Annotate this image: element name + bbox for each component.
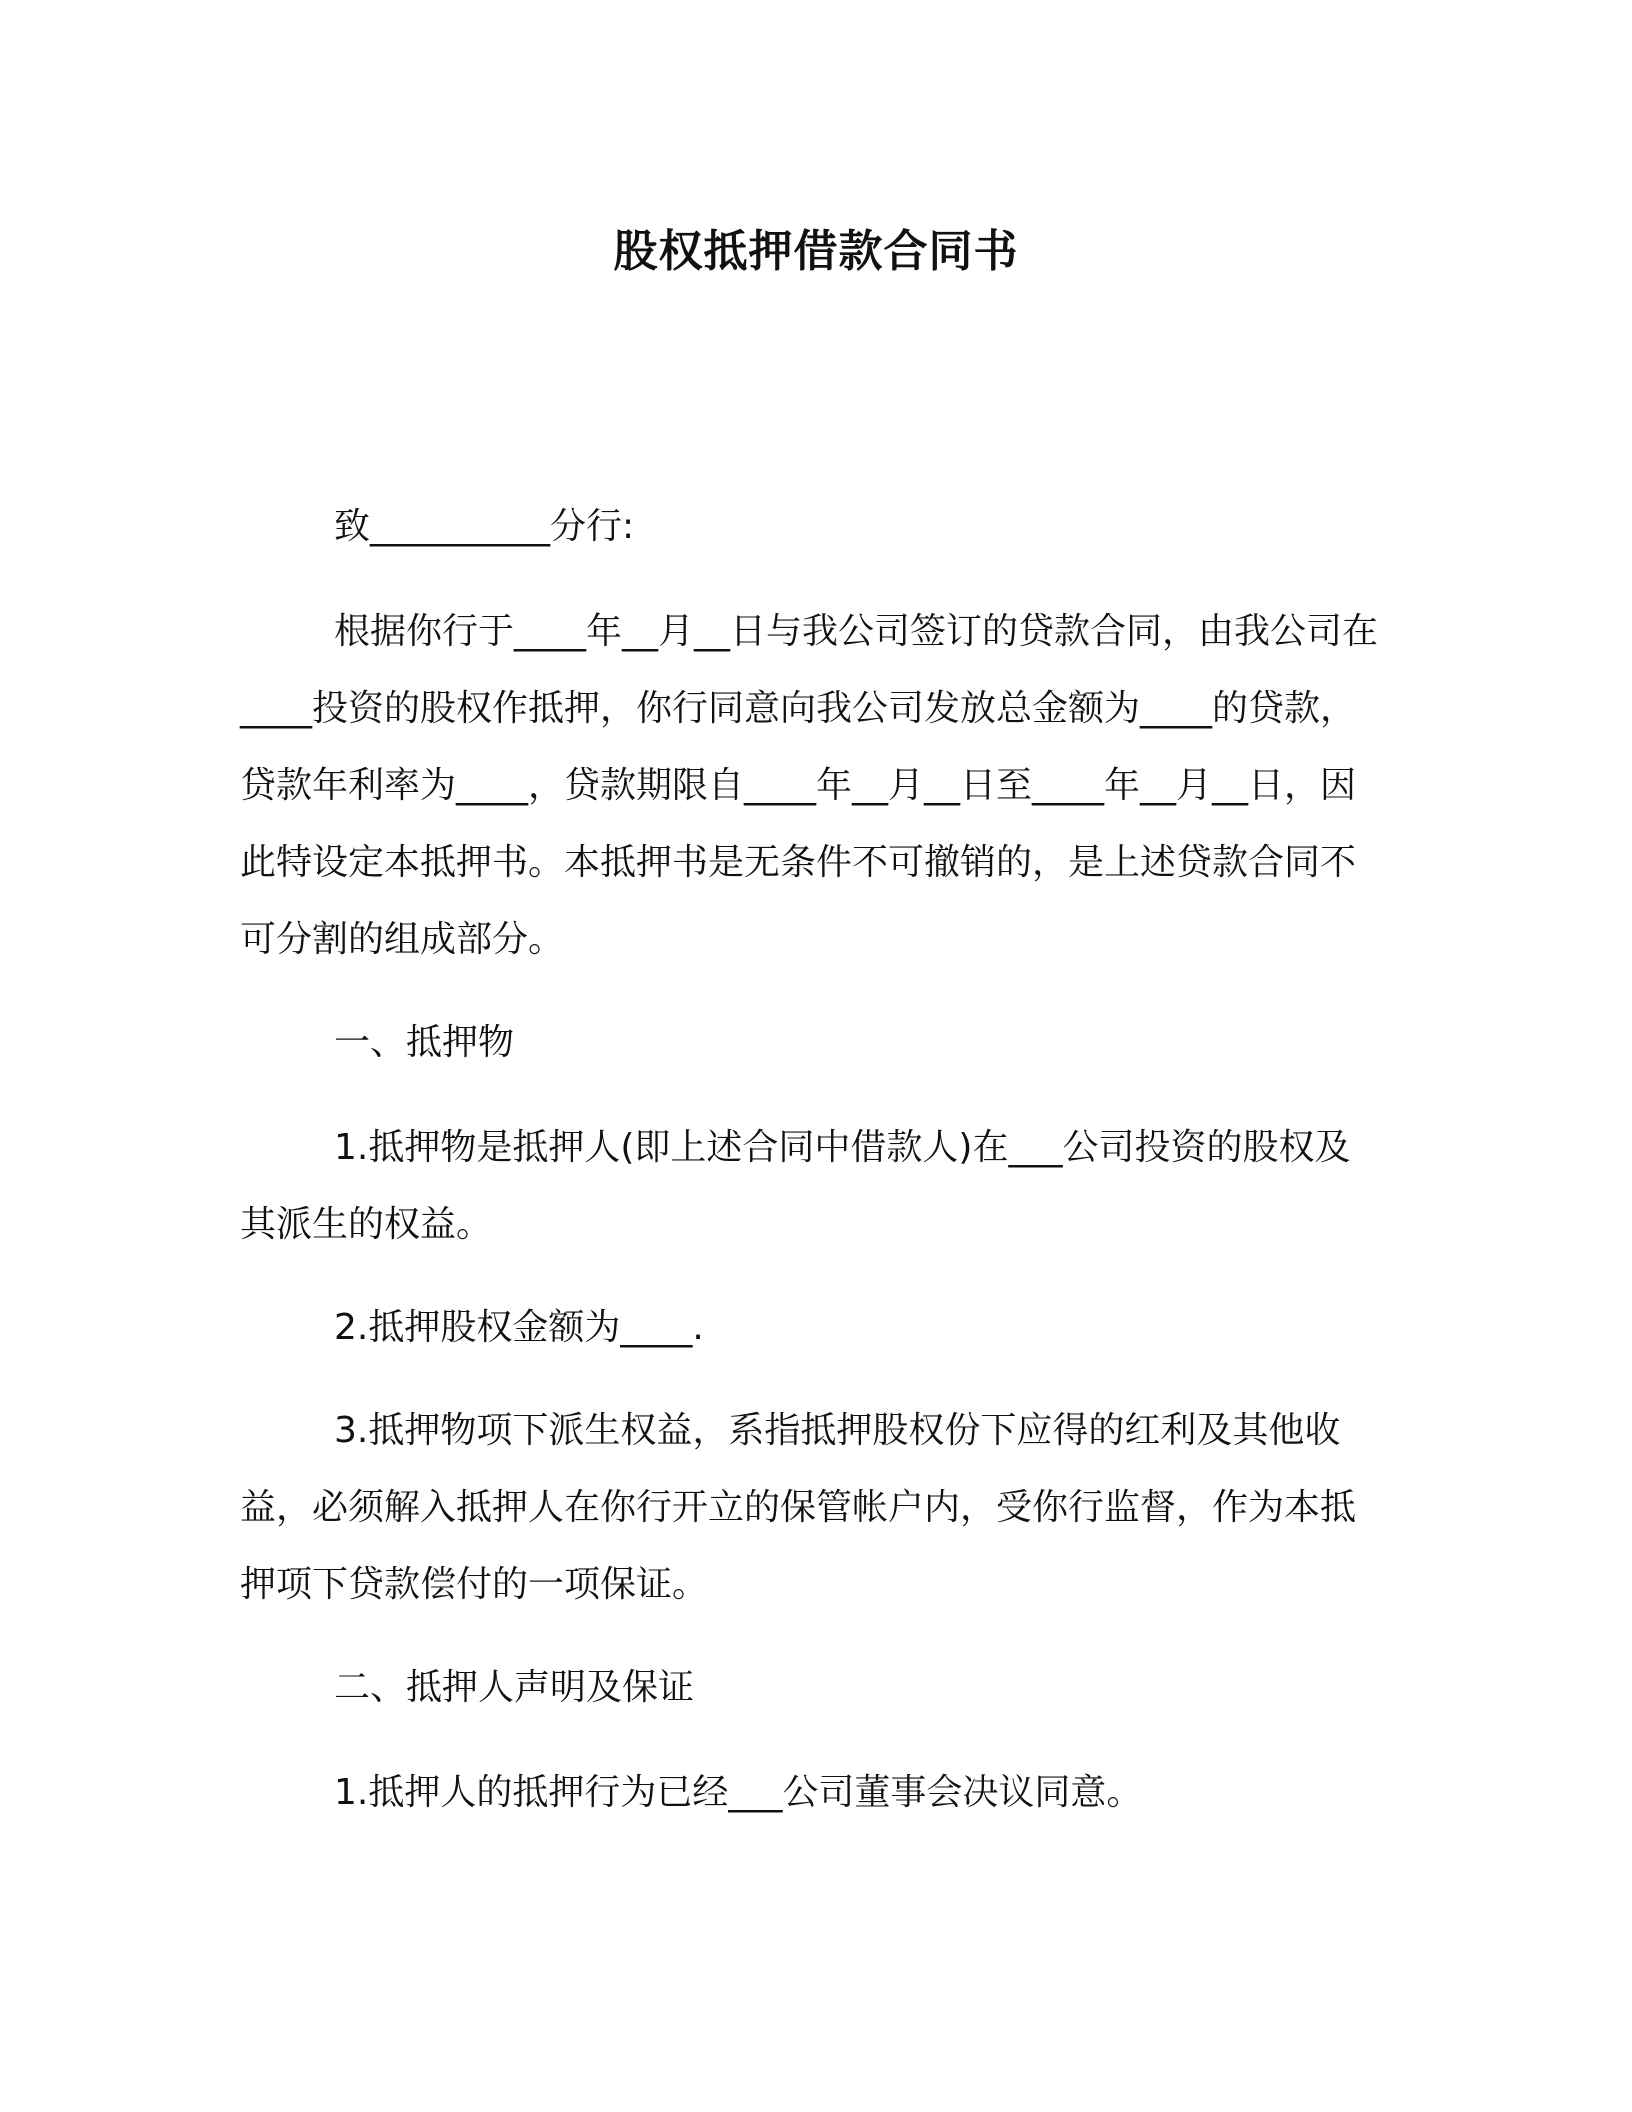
section-heading-collateral: 一、抵押物 <box>334 1022 515 1063</box>
clause-paragraph: 2.抵押股权金额为____. <box>334 1307 704 1348</box>
salutation-paragraph: 致__________分行: <box>334 506 635 547</box>
clause-paragraph: 1.抵押人的抵押行为已经___公司董事会决议同意。 <box>334 1772 1143 1813</box>
section-heading-declarations: 二、抵押人声明及保证 <box>334 1667 695 1708</box>
intro-paragraph: 根据你行于____年__月__日与我公司签订的贷款合同，由我公司在____投资的股权作抵押，你行同意向我公司发放总金额为____的贷款，贷款年利率为____，贷款期限自____年__月__日至____年__月__日，因此特设定本抵押书。本抵押书是无条件不可撤销的，是上述贷款合同不可分割的组成部分。 <box>240 611 1379 960</box>
clause-paragraph: 3.抵押物项下派生权益，系指抵押股权份下应得的红利及其他收益，必须解入抵押人在你行开立的保管帐户内，受你行监督，作为本抵押项下贷款偿付的一项保证。 <box>240 1410 1357 1605</box>
document-title: 股权抵押借款合同书 <box>613 226 1019 277</box>
clause-paragraph: 1.抵押物是抵押人(即上述合同中借款人)在___公司投资的股权及其派生的权益。 <box>240 1127 1351 1245</box>
document-body <box>240 488 1380 1857</box>
